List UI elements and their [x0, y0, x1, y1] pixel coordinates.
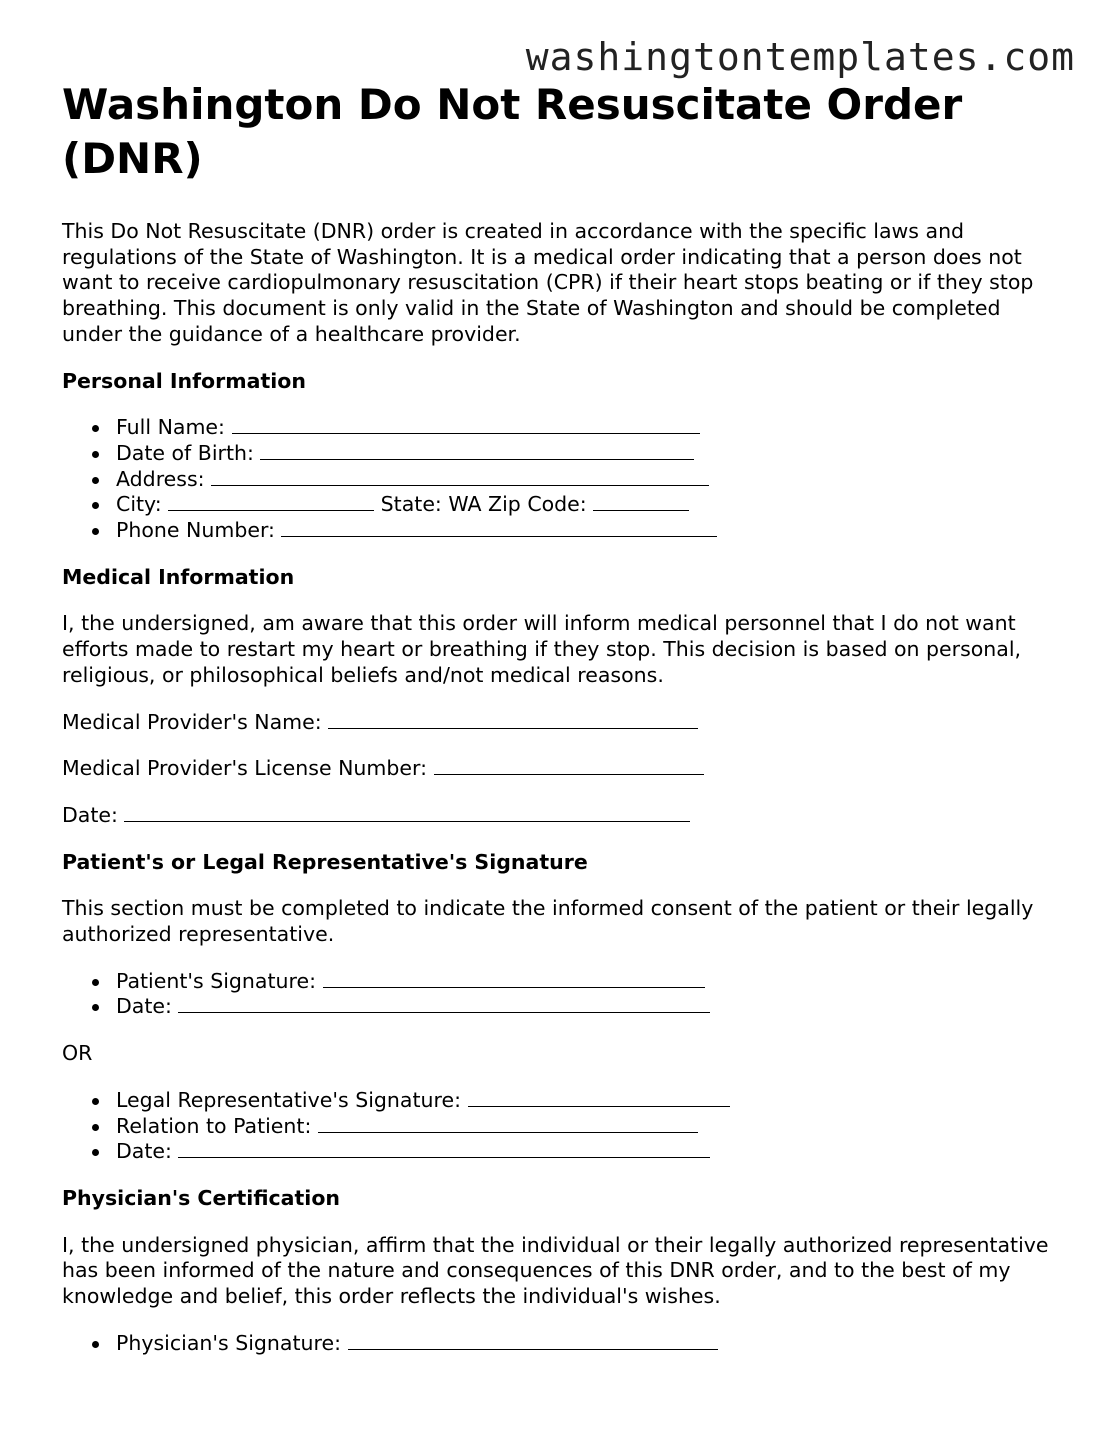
list-item — [62, 467, 1062, 493]
personal-info-list — [62, 415, 1062, 544]
dob-field[interactable] — [260, 441, 694, 460]
zip-field[interactable] — [593, 492, 689, 511]
relation-label: Relation to Patient: — [116, 1113, 312, 1138]
relation-field[interactable] — [318, 1114, 698, 1133]
page-title: Washington Do Not Resuscitate Order (DNR) — [62, 80, 963, 183]
list-item — [62, 441, 1062, 467]
rep-signature-label: Legal Representative's Signature: — [116, 1087, 461, 1112]
list-item — [62, 1139, 1062, 1165]
patient-date-label: Date: — [116, 994, 172, 1019]
patient-date-field[interactable] — [178, 994, 710, 1013]
personal-info-heading: Personal Information — [62, 368, 306, 393]
list-item — [62, 1114, 1062, 1140]
watermark: washingtontemplates.com — [525, 35, 1075, 79]
address-label: Address: — [116, 466, 205, 491]
patient-signature-label: Patient's Signature: — [116, 968, 317, 993]
rep-date-field[interactable] — [178, 1139, 710, 1158]
phone-field[interactable] — [281, 518, 717, 537]
license-line — [62, 756, 1062, 782]
physician-signature-list — [62, 1331, 1062, 1357]
address-field[interactable] — [211, 467, 709, 486]
document-page — [62, 78, 1062, 1378]
or-separator: OR — [62, 1041, 93, 1066]
physician-signature-label: Physician's Signature: — [116, 1330, 342, 1355]
city-label: City: — [116, 492, 162, 517]
signature-heading: Patient's or Legal Representative's Signature — [62, 849, 588, 874]
full-name-label: Full Name: — [116, 415, 225, 440]
list-item — [62, 518, 1062, 544]
list-item — [62, 969, 1062, 995]
medical-date-line — [62, 803, 1062, 829]
signature-text: This section must be completed to indicate the informed consent of the patient or their legally authorized representative. — [62, 896, 1034, 947]
provider-name-line — [62, 710, 1062, 736]
medical-info-heading: Medical Information — [62, 564, 295, 589]
license-field[interactable] — [434, 756, 704, 775]
provider-name-field[interactable] — [328, 710, 698, 729]
phone-label: Phone Number: — [116, 518, 275, 543]
list-item — [62, 1331, 1062, 1357]
rep-date-label: Date: — [116, 1139, 172, 1164]
physician-text: I, the undersigned physician, affirm that the individual or their legally authorized representative has been informed of the nature and consequences of this DNR order, and to the best of my knowledge and belief, this order reflects the individual's wishes. — [62, 1232, 1049, 1309]
rep-signature-field[interactable] — [468, 1088, 730, 1107]
representative-signature-list — [62, 1088, 1062, 1165]
license-label: Medical Provider's License Number: — [62, 756, 427, 781]
medical-date-label: Date: — [62, 802, 118, 827]
patient-signature-list — [62, 969, 1062, 1020]
physician-heading: Physician's Certification — [62, 1185, 341, 1210]
state-zip-label: State: WA Zip Code: — [380, 492, 587, 517]
patient-signature-field[interactable] — [323, 969, 705, 988]
list-item — [62, 1088, 1062, 1114]
intro-paragraph: This Do Not Resuscitate (DNR) order is created in accordance with the specific laws and regulations of the State of Washington. It is a medical order indicating that a person does not want to receive cardiopulmonary resuscitation (CPR) if their heart stops beating or if they stop breathing. This document is only valid in the State of Washington and should be completed under the guidance of a healthcare provider. — [62, 219, 1034, 346]
medical-statement: I, the undersigned, am aware that this order will inform medical personnel that I do not want efforts made to restart my heart or breathing if they stop. This decision is based on personal, religious, or philosophical beliefs and/not medical reasons. — [62, 611, 1022, 687]
full-name-field[interactable] — [232, 415, 700, 434]
dob-label: Date of Birth: — [116, 440, 254, 465]
city-field[interactable] — [168, 492, 374, 511]
list-item — [62, 994, 1062, 1020]
provider-name-label: Medical Provider's Name: — [62, 709, 322, 734]
list-item — [62, 415, 1062, 441]
medical-date-field[interactable] — [124, 803, 690, 822]
list-item — [62, 492, 1062, 518]
physician-signature-field[interactable] — [348, 1331, 718, 1350]
